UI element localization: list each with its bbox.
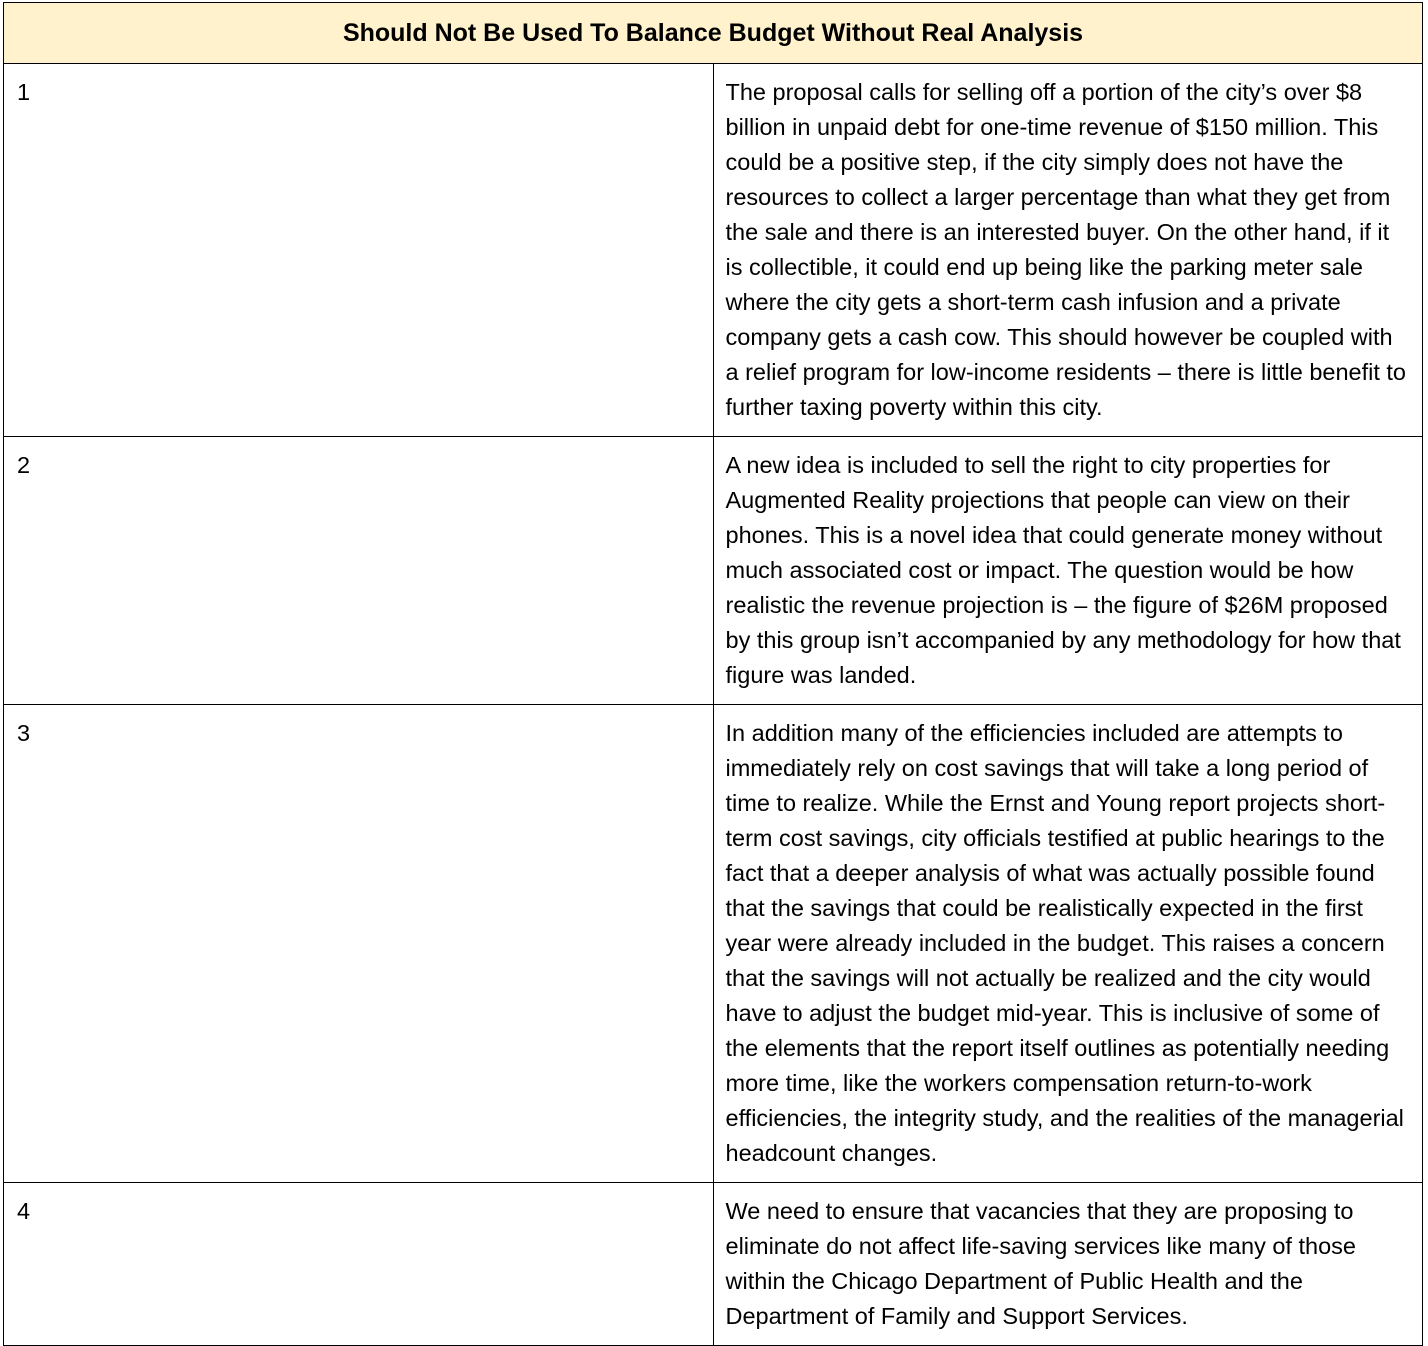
row-number: 4 xyxy=(4,1183,714,1346)
row-number: 3 xyxy=(4,705,714,1183)
row-number: 2 xyxy=(4,437,714,705)
row-text: In addition many of the efficiencies included are attempts to immediately rely on cost savings that will take a long period of time to realize. While the Ernst and Young report projects short-term cost savings, city officials testified at public hearings to the fact that a deeper analysis of what was actually possible found that the savings that could be realistically expected in the first year were already included in the budget. This raises a concern that the savings will not actually be realized and the city would have to adjust the budget mid-year. This is inclusive of some of the elements that the report itself outlines as potentially needing more time, like the workers compensation return-to-work efficiencies, the integrity study, and the realities of the managerial headcount changes. xyxy=(713,705,1423,1183)
row-text: The proposal calls for selling off a portion of the city’s over $8 billion in unpaid debt for one-time revenue of $150 million. This could be a positive step, if the city simply does not have the resources to collect a larger percentage than what they get from the sale and there is an interested buyer. On the other hand, if it is collectible, it could end up being like the parking meter sale where the city gets a short-term cash infusion and a private company gets a cash cow. This should however be coupled with a relief program for low-income residents – there is little benefit to further taxing poverty within this city. xyxy=(713,64,1423,437)
table-row xyxy=(4,1183,1423,1346)
table-row xyxy=(4,705,1423,1183)
table-row xyxy=(4,64,1423,437)
row-text: We need to ensure that vacancies that they are proposing to eliminate do not affect life-saving services like many of those within the Chicago Department of Public Health and the Department of Family and Support Services. xyxy=(713,1183,1423,1346)
row-text: A new idea is included to sell the right to city properties for Augmented Reality projections that people can view on their phones. This is a novel idea that could generate money without much associated cost or impact. The question would be how realistic the revenue projection is – the figure of $26M proposed by this group isn’t accompanied by any methodology for how that figure was landed. xyxy=(713,437,1423,705)
table-header: Should Not Be Used To Balance Budget Without Real Analysis xyxy=(4,3,1423,64)
row-number: 1 xyxy=(4,64,714,437)
table-row xyxy=(4,437,1423,705)
table-header-row xyxy=(4,3,1423,64)
analysis-table xyxy=(3,2,1423,1346)
